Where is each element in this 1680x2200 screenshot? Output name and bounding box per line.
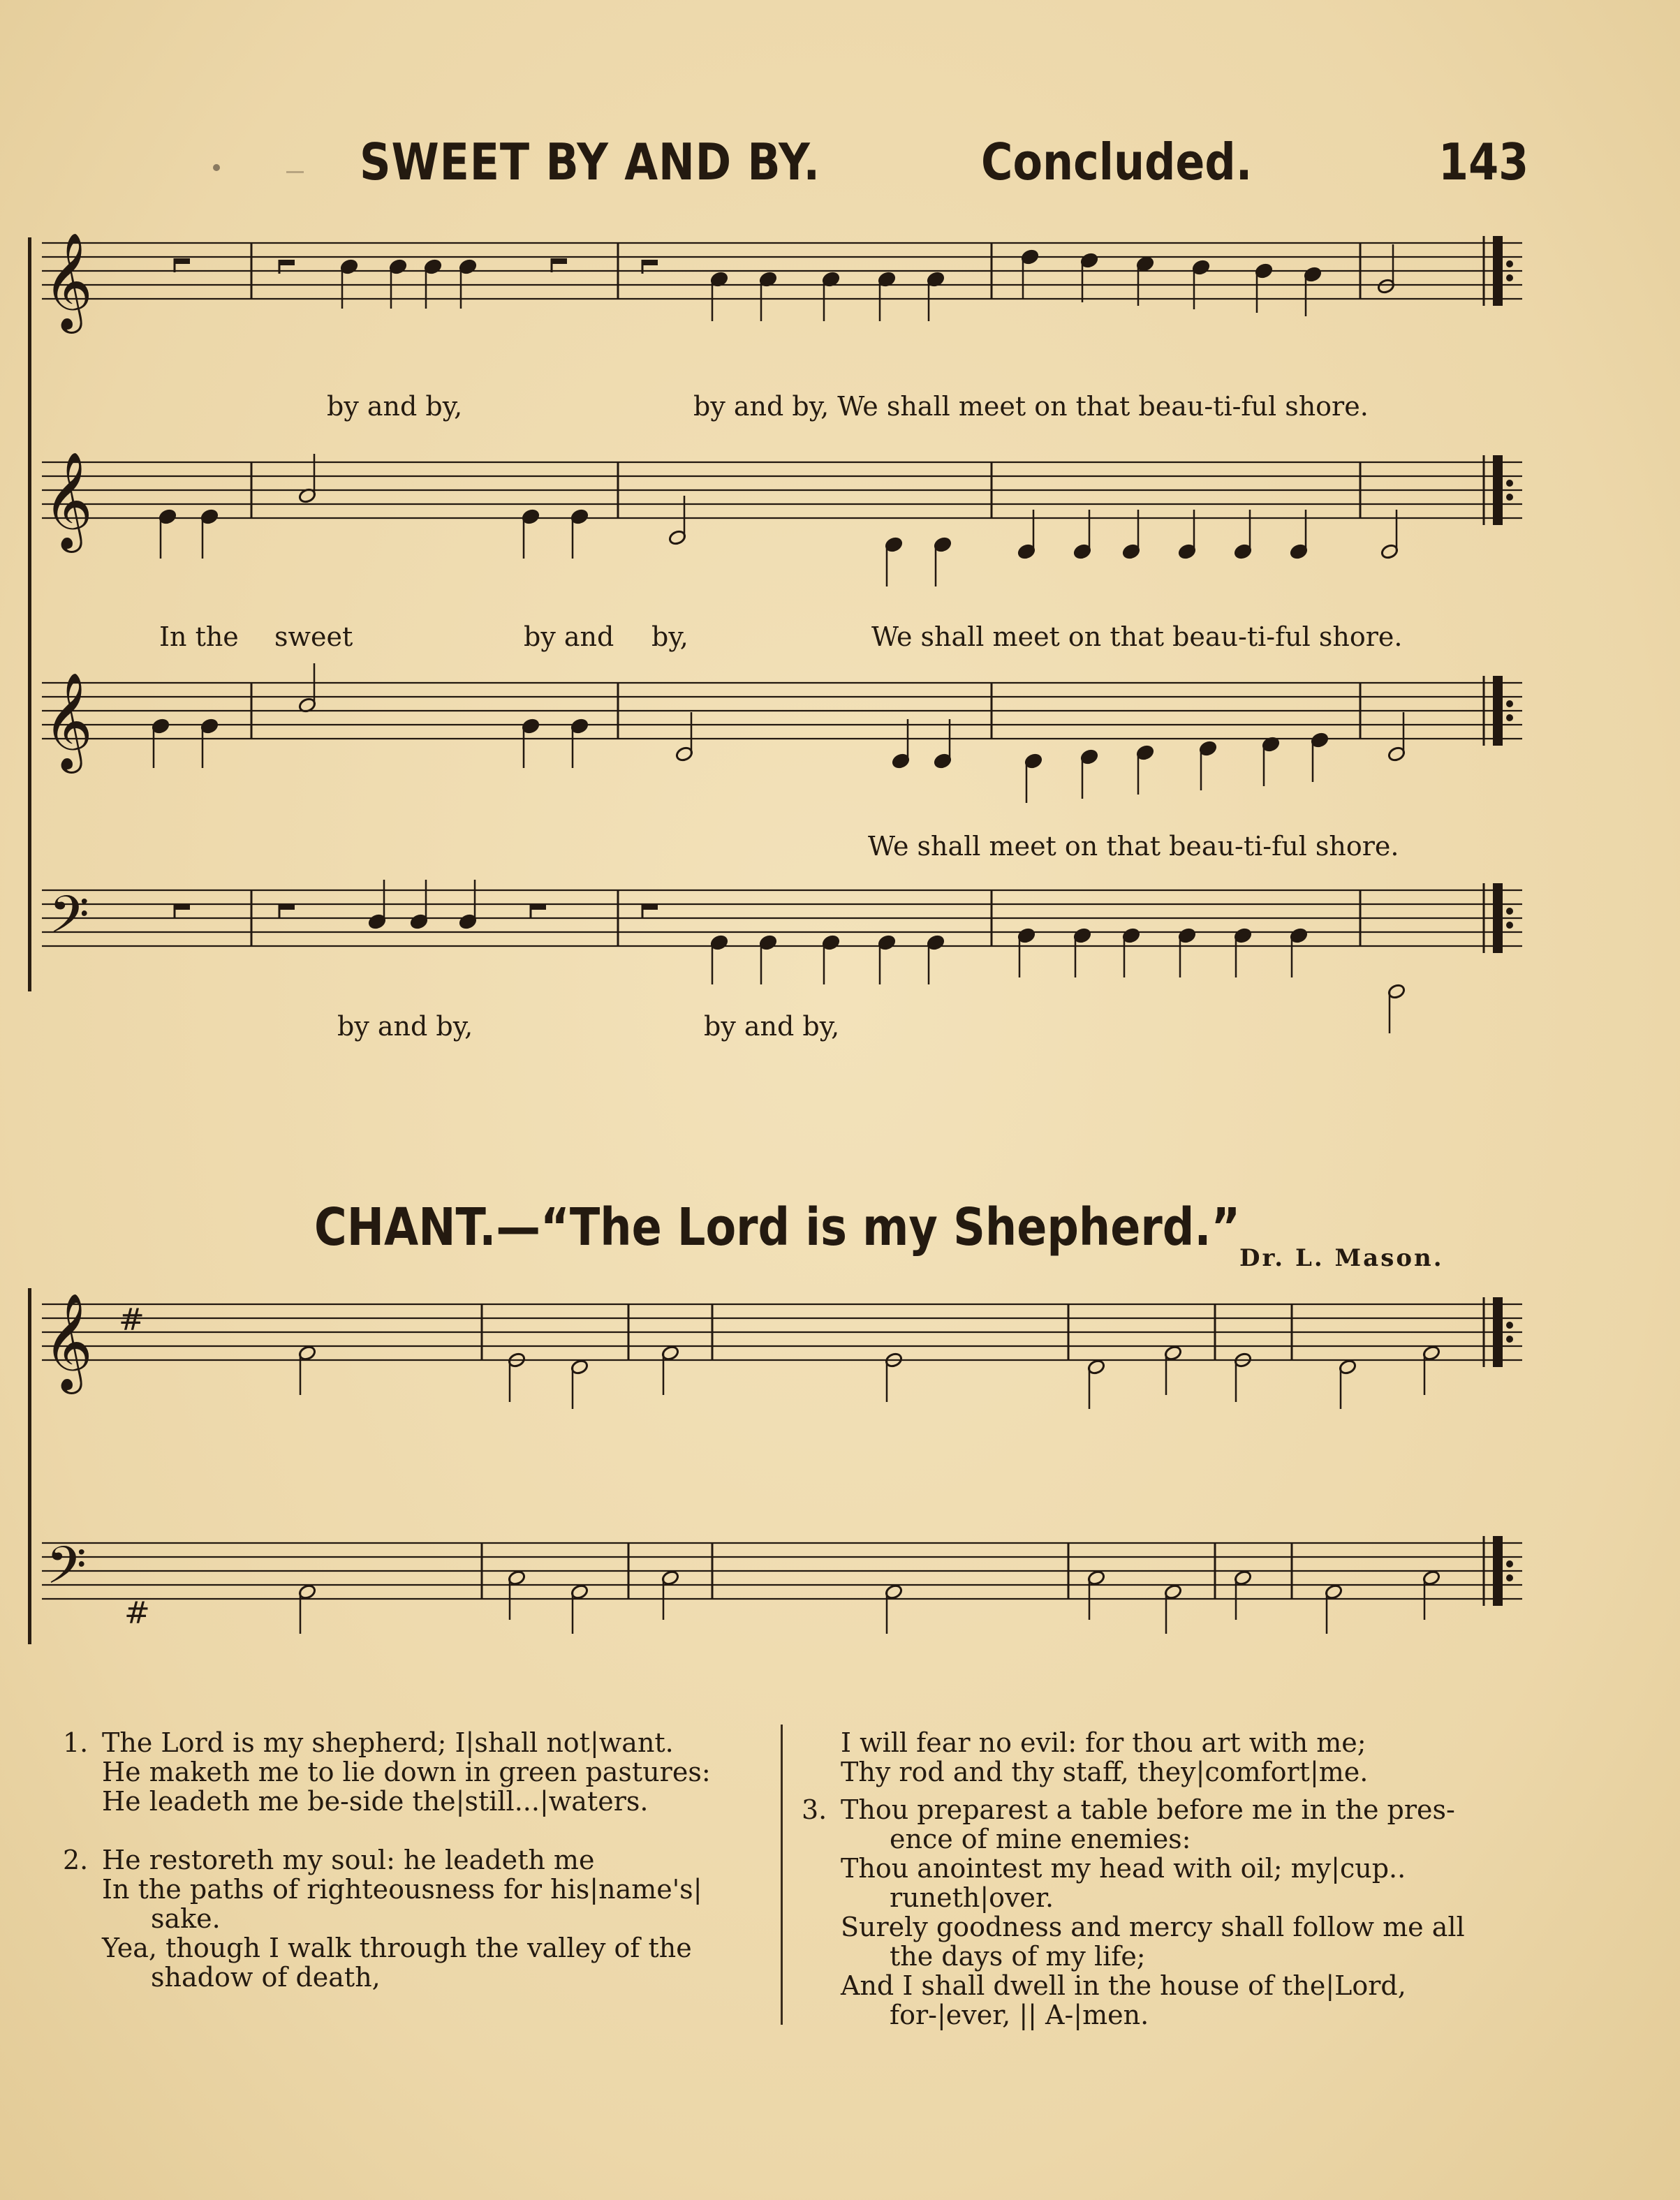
rest-mark: [175, 258, 190, 264]
final-bar-thick: [1493, 883, 1503, 953]
verse-line: Yea, though I walk through the valley of the: [102, 1933, 692, 1963]
treble-clef-icon: 𝄞: [43, 672, 93, 769]
verses-right-column: [802, 1728, 1465, 2059]
sharp-icon: #: [119, 1302, 145, 1338]
verse-line: Thou preparest a table before me in the pres-: [841, 1794, 1455, 1825]
bass-clef-icon: 𝄢: [46, 1535, 87, 1609]
rest-mark: [642, 904, 658, 910]
treble-clef-icon: 𝄞: [43, 1293, 93, 1390]
verse-line: shadow of death,: [151, 1962, 381, 1993]
verse-2-continued: [802, 1728, 1465, 1787]
hymn-title: SWEET BY AND BY.: [360, 133, 820, 191]
verse-line: He restoreth my soul: he leadeth me: [102, 1845, 595, 1875]
repeat-dot: [1506, 714, 1513, 721]
verse-1: [63, 1728, 711, 1816]
verse-2: [63, 1845, 711, 1992]
lyric-staff1-a: by and by,: [327, 391, 463, 422]
repeat-dot: [1506, 480, 1513, 487]
composer-credit: Dr. L. Mason.: [1239, 1244, 1444, 1272]
verse-line: The Lord is my shepherd; I|shall not|want.: [102, 1727, 674, 1758]
verse-line: He leadeth me be-side the|still...|waters.: [102, 1786, 649, 1817]
final-bar-thick: [1493, 1536, 1503, 1606]
lyric-staff2-c: by and: [524, 621, 614, 652]
rest-mark: [642, 260, 658, 265]
verse-line: ence of mine enemies:: [890, 1824, 1191, 1854]
verse-line: Thou anointest my head with oil; my|cup..: [841, 1853, 1406, 1884]
verse-line: for-|ever, || A-|men.: [890, 2000, 1149, 2030]
verse-line: the days of my life;: [890, 1941, 1146, 1972]
verse-number: 2.: [63, 1845, 89, 1875]
lyric-staff2-d: by,: [651, 621, 688, 652]
repeat-dot: [1506, 274, 1513, 281]
lyric-staff2-e: We shall meet on that beau-ti-ful shore.: [871, 621, 1403, 652]
repeat-dot: [1506, 1336, 1513, 1343]
verse-3: [802, 1795, 1465, 2030]
repeat-dot: [1506, 700, 1513, 707]
repeat-dot: [1506, 1560, 1513, 1567]
repeat-dot: [1506, 1322, 1513, 1329]
verse-line: Surely goodness and mercy shall follow me all: [841, 1912, 1465, 1942]
lyric-staff3-a: We shall meet on that beau-ti-ful shore.: [868, 831, 1399, 862]
rest-mark: [175, 904, 190, 910]
verse-line: He maketh me to lie down in green pastures:: [102, 1757, 711, 1787]
rest-mark: [552, 258, 567, 264]
final-bar-thick: [1493, 1297, 1503, 1367]
treble-clef-icon: 𝄞: [43, 452, 93, 549]
chant-title: CHANT.—“The Lord is my Shepherd.”: [314, 1197, 1241, 1257]
repeat-dot: [1506, 922, 1513, 929]
lyric-staff4-b: by and by,: [704, 1011, 840, 1042]
verse-line: Thy rod and thy staff, they|comfort|me.: [841, 1757, 1369, 1787]
final-bar-thick: [1493, 455, 1503, 525]
final-bar-thick: [1493, 676, 1503, 746]
repeat-dot: [1506, 494, 1513, 501]
sharp-icon: #: [124, 1595, 150, 1631]
verse-line: In the paths of righteousness for his|name's|: [102, 1874, 702, 1905]
bass-clef-icon: 𝄢: [49, 885, 89, 958]
repeat-dot: [1506, 260, 1513, 267]
page-number: 143: [1438, 133, 1529, 191]
repeat-dot: [1506, 1574, 1513, 1581]
lyric-staff4-a: by and by,: [337, 1011, 473, 1042]
lyric-staff2-a: In the: [159, 621, 239, 652]
verse-line: And I shall dwell in the house of the|Lord,: [841, 1970, 1406, 2001]
final-bar-thick: [1493, 236, 1503, 306]
verse-number: 1.: [63, 1727, 89, 1758]
rest-mark: [279, 904, 295, 910]
treble-clef-icon: 𝄞: [43, 232, 93, 330]
rest-mark: [279, 260, 295, 265]
verse-number: 3.: [802, 1794, 827, 1825]
verse-line: runeth|over.: [890, 1882, 1054, 1913]
verses-left-column: [63, 1728, 711, 2021]
column-divider: [781, 1725, 783, 2025]
repeat-dot: [1506, 908, 1513, 915]
hymn-subtitle: Concluded.: [981, 133, 1253, 191]
lyric-staff2-b: sweet: [274, 621, 353, 652]
verse-line: sake.: [151, 1903, 221, 1934]
verse-line: I will fear no evil: for thou art with me;: [841, 1727, 1366, 1758]
rest-mark: [531, 904, 546, 910]
lyric-staff1-b: by and by, We shall meet on that beau-ti-ful shore.: [693, 391, 1369, 422]
